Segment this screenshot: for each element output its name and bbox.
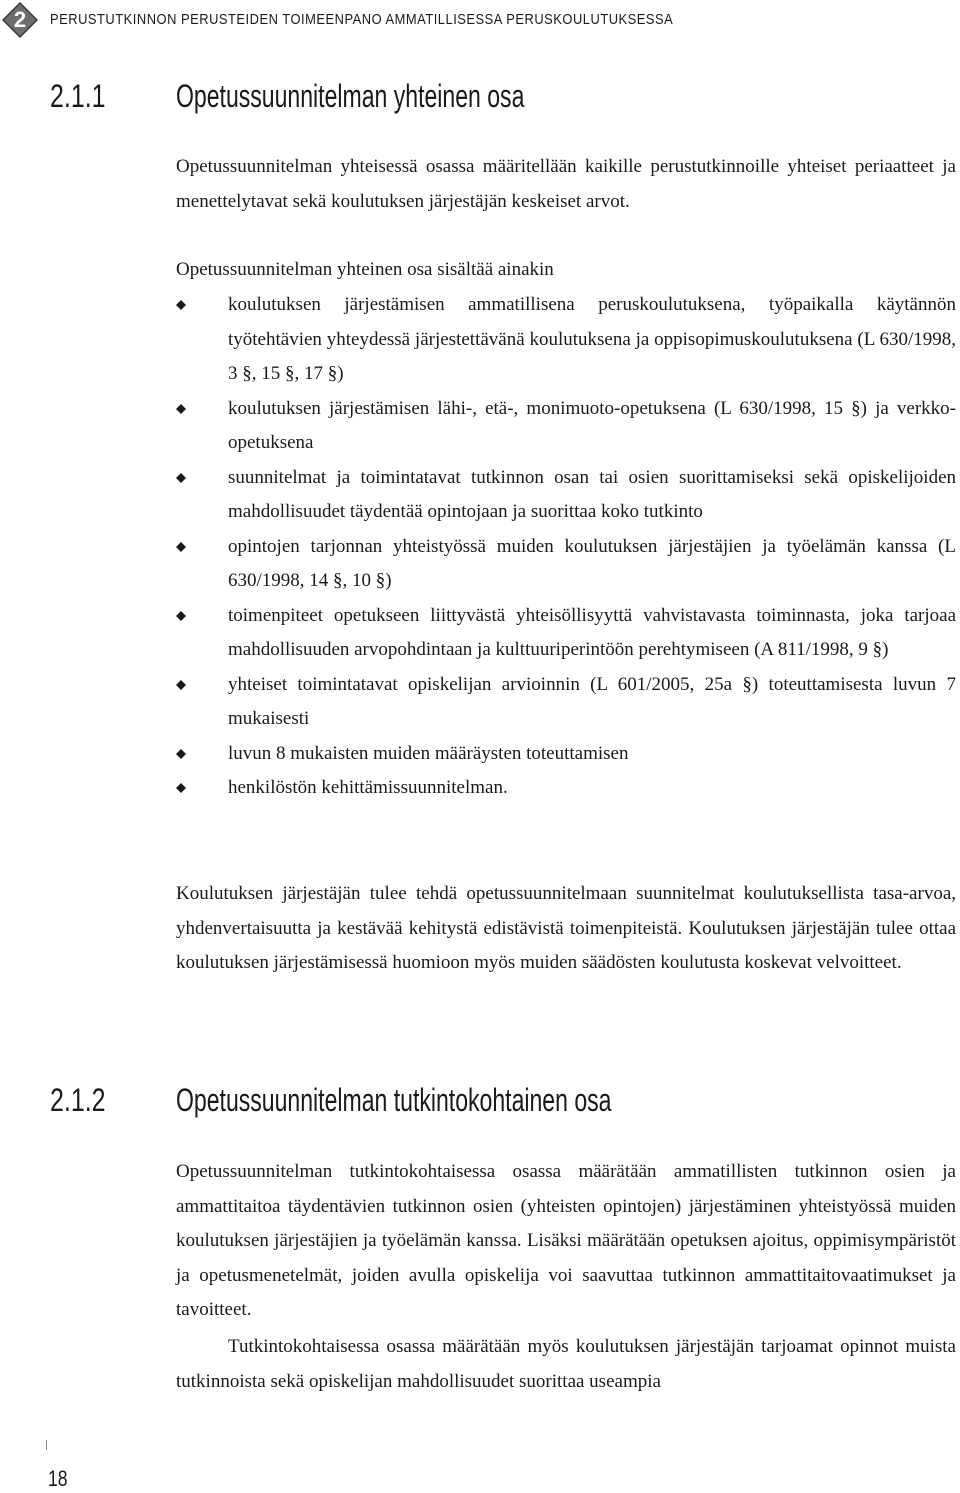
list-item: [176, 737, 956, 772]
section-number-2-1-1: 2.1.1: [50, 78, 106, 114]
section1-paragraph-2: Koulutuksen järjestäjän tulee tehdä opetussuunnitelmaan suunnitelmat koulutuksellista tasa-arvoa, yhdenvertaisuutta ja kestävää kehitystä edistävistä toimenpiteistä. Koulutuksen järjestäjän tulee ottaa koulutuksen järjestämisessä huomioon myös muiden säädösten koulutusta koskevat velvoitteet.: [176, 883, 956, 973]
requirements-list: [176, 288, 956, 806]
list-item-text: henkilöstön kehittämissuunnitelman.: [228, 777, 508, 798]
page-number: 18: [48, 1466, 68, 1491]
list-item-text: yhteiset toimintatavat opiskelijan arvioinnin (L 601/2005, 25a §) toteuttamisesta luvun 7 mukaisesti: [228, 673, 956, 729]
list-item: [176, 668, 956, 737]
chapter-badge: [2, 2, 38, 38]
diamond-bullet-icon: [176, 611, 186, 621]
section2-paragraph-1: Opetussuunnitelman tutkintokohtaisessa osassa määrätään ammatillisten tutkinnon osien ja ammattitaitoa täydentävien tutkinnon osien (yhteisten opintojen) järjestäminen yhteistyössä muiden koulutuksen järjestäjien ja työelämän kanssa. Lisäksi määrätään opetuksen ajoitus, oppimisympäristöt ja opetusmenetelmät, joiden avulla opiskelija voi saavuttaa tutkinnon ammattitaitovaatimukset ja tavoitteet.: [176, 1161, 956, 1320]
chapter-number: 2: [13, 7, 27, 32]
list-intro: Opetussuunnitelman yhteinen osa sisältää ainakin: [176, 259, 554, 280]
list-item: [176, 599, 956, 668]
diamond-bullet-icon: [176, 542, 186, 552]
list-item-text: luvun 8 mukaisten muiden määräysten toteuttamisen: [228, 742, 629, 764]
section-title-2-1-1: Opetussuunnitelman yhteinen osa: [176, 78, 525, 114]
margin-rule: [46, 1440, 47, 1450]
section1-paragraph-1: Opetussuunnitelman yhteisessä osassa määritellään kaikille perustutkinnoille yhteiset periaatteet ja menettelytavat sekä koulutuksen järjestäjän keskeiset arvot.: [176, 156, 956, 212]
section-number-2-1-2: 2.1.2: [50, 1082, 106, 1118]
list-item-text: opintojen tarjonnan yhteistyössä muiden koulutuksen järjestäjien ja työelämän kanssa (L 630/1998, 14 §, 10 §): [228, 535, 956, 591]
section-title-2-1-2: Opetussuunnitelman tutkintokohtainen osa: [176, 1082, 612, 1118]
list-item: [176, 771, 956, 806]
section2-paragraph-2: Tutkintokohtaisessa osassa määrätään myös koulutuksen järjestäjän tarjoamat opinnot muista tutkinnoista sekä opiskelijan mahdollisuudet suorittaa useampia: [176, 1336, 956, 1392]
running-head: PERUSTUTKINNON PERUSTEIDEN TOIMEENPANO AMMATILLISESSA PERUSKOULUTUKSESSA: [50, 11, 674, 28]
list-item-text: koulutuksen järjestämisen lähi-, etä-, monimuoto-opetuksena (L 630/1998, 15 §) ja verkko-opetuksena: [228, 397, 956, 453]
list-item-text: suunnitelmat ja toimintatavat tutkinnon osan tai osien suorittamiseksi sekä opiskelijoiden mahdollisuudet täydentää opintojaan ja suorittaa koko tutkinto: [228, 466, 956, 522]
diamond-bullet-icon: [176, 680, 186, 690]
diamond-bullet-icon: [176, 783, 186, 793]
list-item-text: toimenpiteet opetukseen liittyvästä yhteisöllisyyttä vahvistavasta toiminnasta, joka tarjoaa mahdollisuuden arvopohdintaan ja kulttuuriperintöön perehtymiseen (A 811/1998, 9 §): [228, 604, 956, 660]
list-item: [176, 461, 956, 530]
diamond-bullet-icon: [176, 404, 186, 414]
list-item: [176, 288, 956, 392]
page-header: [0, 0, 960, 44]
diamond-bullet-icon: [176, 749, 186, 759]
list-item-text: koulutuksen järjestämisen ammatillisena peruskoulutuksena, työpaikalla käytännön työtehtävien yhteydessä järjestettävänä koulutuksena ja oppisopimuskoulutuksena (L 630/1998, 3 §, 15 §, 17 §): [228, 294, 956, 384]
list-item: [176, 392, 956, 461]
diamond-bullet-icon: [176, 473, 186, 483]
diamond-bullet-icon: [176, 300, 186, 310]
list-item: [176, 530, 956, 599]
